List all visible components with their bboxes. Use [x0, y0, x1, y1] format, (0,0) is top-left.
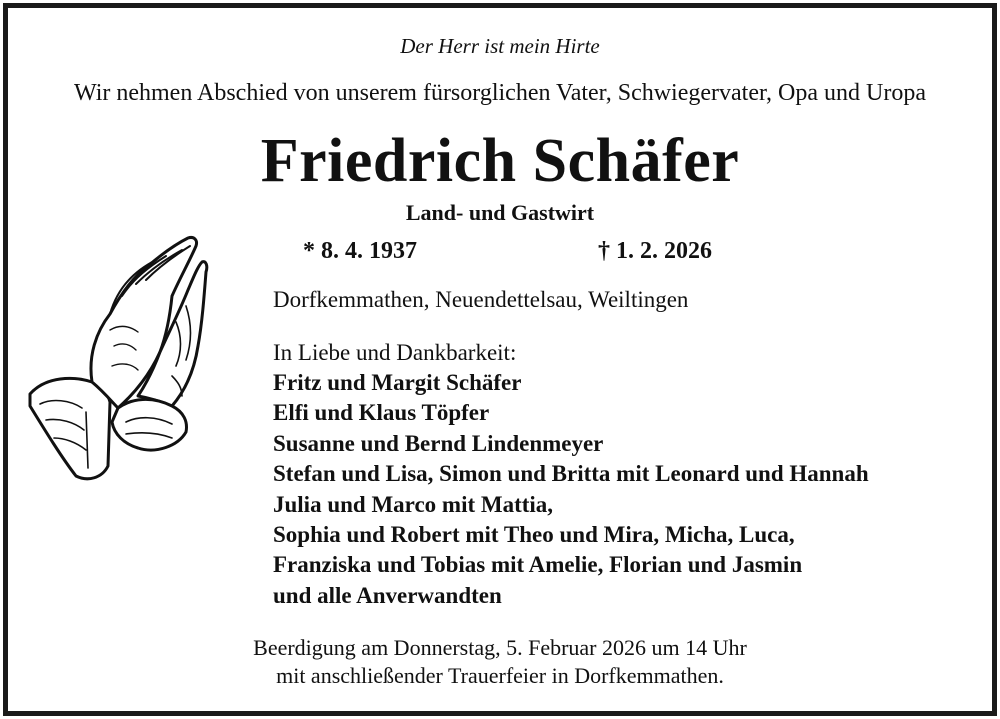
deceased-name: Friedrich Schäfer	[260, 127, 740, 195]
mourner-line: Fritz und Margit Schäfer	[273, 370, 522, 395]
motto: Der Herr ist mein Hirte	[400, 34, 600, 58]
mourner-line: Sophia und Robert mit Theo und Mira, Micha, Luca,	[273, 522, 795, 548]
mourner-line: Elfi und Klaus Töpfer	[273, 400, 490, 426]
mourner-line: und alle Anverwandten	[273, 582, 502, 608]
praying-hands-icon	[26, 226, 212, 484]
mourner-line: Julia und Marco mit Mattia,	[273, 491, 554, 517]
occupation: Land- und Gastwirt	[405, 200, 595, 225]
mourner-line: Franziska und Tobias mit Amelie, Florian und Jasmin	[273, 552, 803, 578]
death-date: † 1. 2. 2026	[598, 238, 712, 264]
mourner-line: Stefan und Lisa, Simon und Britta mit Leonard und Hannah	[273, 461, 869, 487]
mourner-line: Susanne und Bernd Lindenmeyer	[273, 430, 604, 456]
birth-date: * 8. 4. 1937	[303, 238, 417, 264]
funeral-date-line: Beerdigung am Donnerstag, 5. Februar 2026 um 14 Uhr	[253, 635, 747, 660]
mourners-intro: In Liebe und Dankbarkeit:	[273, 340, 517, 365]
intro-text: Wir nehmen Abschied von unserem fürsorglichen Vater, Schwiegervater, Opa und Uropa	[74, 80, 926, 106]
funeral-info	[0, 634, 1000, 690]
funeral-reception-line: mit anschließender Trauerfeier in Dorfkemmathen.	[276, 663, 724, 688]
mourners-list	[273, 368, 869, 611]
places-line: Dorfkemmathen, Neuendettelsau, Weiltingen	[273, 287, 689, 312]
